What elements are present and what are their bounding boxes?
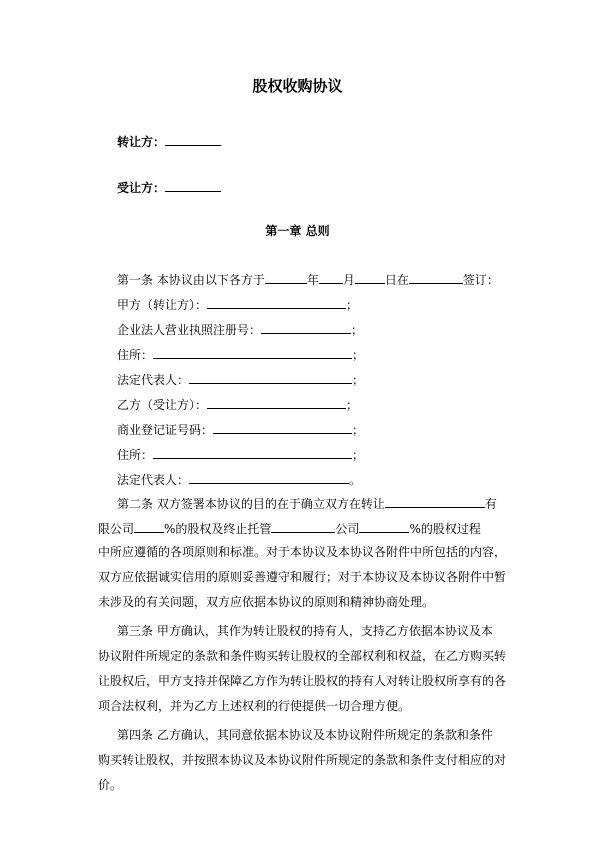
semicolon: ； — [352, 373, 365, 387]
article-2-line-5: 未涉及的有关问题，双方应依据本协议的原则和精神协商处理。 — [98, 595, 435, 609]
rep-a-blank[interactable] — [189, 370, 352, 384]
rep-a-label: 法定代表人： — [117, 373, 190, 387]
rep-b-label: 法定代表人： — [117, 473, 190, 487]
party-a-label: 甲方（转让方）： — [117, 298, 208, 312]
article-2-line-4: 双方应依据诚实信用的原则妥善遵守和履行；对于本协议及本协议各附件中暂 — [98, 570, 507, 584]
article-3-line-3: 让股权后，甲方支持并保障乙方作为转让股权的持有人对转让股权所享有的各 — [98, 674, 507, 688]
article-2-text: 限公司 — [98, 522, 135, 536]
transferee-line — [117, 178, 221, 196]
address-b-label: 住所： — [117, 448, 154, 462]
address-b-blank[interactable] — [153, 445, 352, 459]
reg-no-line — [117, 320, 363, 338]
month-blank[interactable] — [319, 270, 343, 284]
reg-no-blank[interactable] — [261, 320, 351, 334]
article-2-text: 第二条 双方签署本协议的目的在于确立双方在转让 — [117, 497, 385, 511]
party-a-blank[interactable] — [207, 295, 346, 309]
rep-a-line — [117, 370, 364, 388]
company-blank[interactable] — [385, 494, 485, 508]
percent-blank-1[interactable] — [134, 519, 164, 533]
article-1-intro — [117, 270, 499, 288]
article-2-line-2 — [98, 519, 481, 537]
article-4-line-3: 价。 — [98, 778, 123, 792]
biz-no-label: 商业登记证号码： — [117, 423, 214, 437]
article-2-text: %的股权及终止托管 — [164, 522, 272, 536]
year-label: 年 — [306, 273, 319, 287]
party-b-blank[interactable] — [207, 395, 346, 409]
article-4-line-1: 第四条 乙方确认，其同意依据本协议及本协议附件所规定的条款和条件 — [117, 728, 493, 742]
article-2-text: 公司 — [335, 522, 360, 536]
semicolon: ； — [346, 398, 359, 412]
rep-b-line — [117, 470, 361, 488]
article-2-text: %的股权过程 — [409, 522, 481, 536]
party-b-label: 乙方（受让方）： — [117, 398, 208, 412]
chapter-heading: 第一章 总则 — [265, 224, 330, 238]
period: 。 — [349, 473, 362, 487]
signed-label: 签订： — [462, 273, 499, 287]
article-3-line-1: 第三条 甲方确认，其作为转让股权的持有人，支持乙方依据本协议及本 — [117, 624, 493, 638]
article-3-line-4: 项合法权利，并为乙方上述权利的行使提供一切合理方便。 — [98, 699, 411, 713]
transferee-label: 受让方： — [117, 181, 166, 195]
semicolon: ； — [346, 298, 359, 312]
year-blank[interactable] — [265, 270, 307, 284]
transferor-blank[interactable] — [165, 132, 221, 146]
rep-b-blank[interactable] — [189, 470, 349, 484]
semicolon: ； — [351, 323, 364, 337]
party-b-line — [117, 395, 358, 413]
day-blank[interactable] — [355, 270, 385, 284]
transferor-line — [117, 132, 221, 150]
trust-company-blank[interactable] — [271, 519, 335, 533]
address-b-line — [117, 445, 364, 463]
article-1-text: 第一条 本协议由以下各方于 — [117, 273, 265, 287]
address-a-line — [117, 345, 364, 363]
article-2-line-1 — [117, 494, 497, 512]
reg-no-label: 企业法人营业执照注册号： — [117, 323, 262, 337]
transferee-blank[interactable] — [165, 178, 221, 192]
address-a-label: 住所： — [117, 348, 154, 362]
article-2-text: 有 — [484, 497, 497, 511]
article-4-line-2: 购买转让股权，并按照本协议及本协议附件所规定的条款和条件支付相应的对 — [98, 753, 507, 767]
party-a-line — [117, 295, 358, 313]
address-a-blank[interactable] — [153, 345, 352, 359]
day-label: 日在 — [384, 273, 409, 287]
transferor-label: 转让方： — [117, 135, 166, 149]
semicolon: ； — [352, 348, 365, 362]
article-3-line-2: 协议附件所规定的条款和条件购买转让股权的全部权利和权益，在乙方购买转 — [98, 649, 507, 663]
biz-no-blank[interactable] — [213, 420, 352, 434]
semicolon: ； — [352, 448, 365, 462]
month-label: 月 — [342, 273, 355, 287]
percent-blank-2[interactable] — [359, 519, 409, 533]
document-title: 股权收购协议 — [252, 77, 343, 95]
biz-no-line — [117, 420, 364, 438]
semicolon: ； — [352, 423, 365, 437]
article-2-line-3: 中所应遵循的各项原则和标准。对于本协议及本协议各附件中所包括的内容， — [98, 545, 507, 559]
place-blank[interactable] — [409, 270, 463, 284]
